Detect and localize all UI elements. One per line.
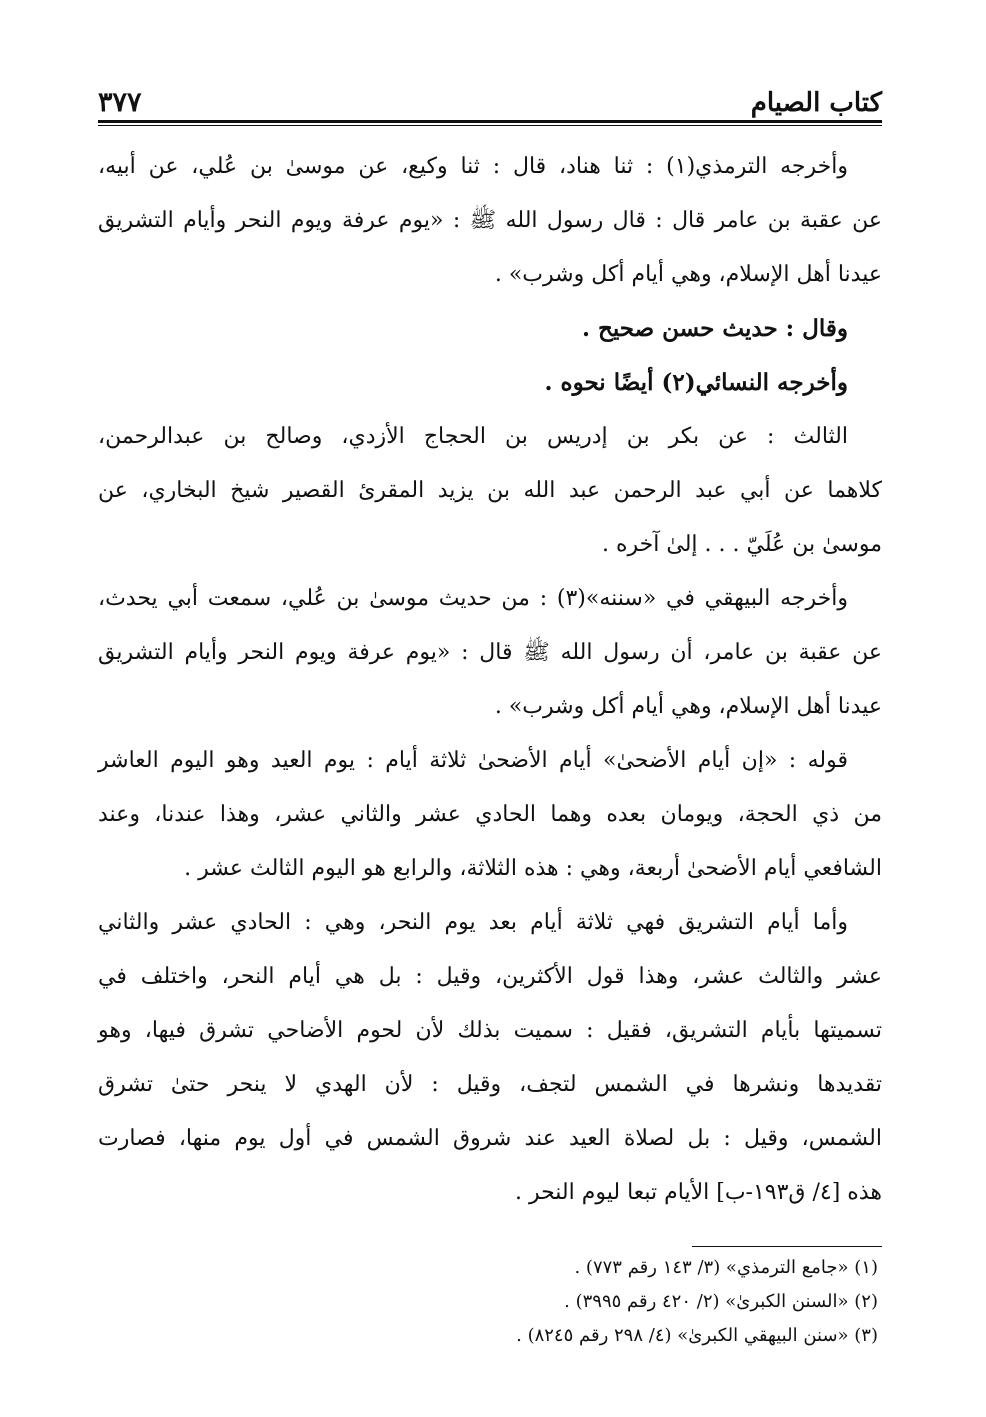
text-line: وأخرجه الترمذي(١) : ثنا هناد، قال : ثنا وكيع، عن موسىٰ بن عُلي، عن أبيه، (98, 154, 848, 179)
text-line: تسميتها بأيام التشريق، فقيل : سميت بذلك لأن لحوم الأضاحي تشرق فيها، وهو (98, 1018, 882, 1043)
text-line: من ذي الحجة، ويومان بعده وهما الحادي عشر والثاني عشر، وهذا عندنا، وعند (98, 802, 882, 827)
text-line: وأخرجه البيهقي في «سننه»(٣) : من حديث موسىٰ بن عُلي، سمعت أبي يحدث، (98, 586, 848, 611)
footnotes (98, 1251, 882, 1353)
text-line: عيدنا أهل الإسلام، وهي أيام أكل وشرب» . (494, 262, 882, 287)
text-line: عن عقبة بن عامر، أن رسول الله ﷺ قال : «يوم عرفة ويوم النحر وأيام التشريق (98, 640, 882, 665)
footnote: (١) «جامع الترمذي» (٣/ ١٤٣ رقم ٧٧٣) . (574, 1257, 878, 1278)
page-header (98, 60, 882, 118)
page (98, 60, 882, 1353)
footnote: (٢) «السنن الكبرىٰ» (٢/ ٤٢٠ رقم ٣٩٩٥) . (564, 1291, 878, 1312)
text-line: وأما أيام التشريق فهي ثلاثة أيام بعد يوم النحر، وهي : الحادي عشر والثاني (98, 910, 848, 935)
text-line: عشر والثالث عشر، وهذا قول الأكثرين، وقيل : بل هي أيام النحر، واختلف في (98, 964, 882, 989)
text-line: وقال : حديث حسن صحيح . (581, 315, 848, 342)
text-line: الثالث : عن بكر بن إدريس بن الحجاج الأزدي، وصالح بن عبدالرحمن، (98, 424, 848, 449)
text-line: تقديدها ونشرها في الشمس لتجف، وقيل : لأن الهدي لا ينحر حتىٰ تشرق (98, 1072, 882, 1097)
text-line: كلاهما عن أبي عبد الرحمن عبد الله بن يزيد المقرئ القصير شيخ البخاري، عن (98, 478, 882, 503)
text-line: عيدنا أهل الإسلام، وهي أيام أكل وشرب» . (494, 694, 882, 719)
running-head: كتاب الصيام (750, 88, 882, 118)
text-line: عن عقبة بن عامر قال : قال رسول الله ﷺ : «يوم عرفة ويوم النحر وأيام التشريق (98, 208, 882, 233)
header-rule-thin (98, 125, 882, 126)
main-text (98, 140, 882, 1220)
text-line: الشمس، وقيل : بل لصلاة العيد عند شروق الشمس في أول يوم منها، فصارت (98, 1126, 882, 1151)
page-number: ٣٧٧ (98, 87, 142, 118)
text-line: موسىٰ بن عُلَيّ . . . إلىٰ آخره . (602, 532, 882, 557)
footnote-separator (692, 1246, 882, 1247)
text-line: هذه [٤/ ق١٩٣-ب] الأيام تبعا ليوم النحر . (514, 1180, 882, 1205)
text-line: الشافعي أيام الأضحىٰ أربعة، وهي : هذه الثلاثة، والرابع هو اليوم الثالث عشر . (184, 856, 882, 881)
text-line: قوله : «إن أيام الأضحىٰ» أيام الأضحىٰ ثلاثة أيام : يوم العيد وهو اليوم العاشر (98, 748, 848, 773)
header-rule-thick (98, 120, 882, 123)
footnote: (٣) «سنن البيهقي الكبرىٰ» (٤/ ٢٩٨ رقم ٨٢٤٥) . (516, 1325, 878, 1346)
text-line: وأخرجه النسائي(٢) أيضًا نحوه . (544, 369, 848, 396)
